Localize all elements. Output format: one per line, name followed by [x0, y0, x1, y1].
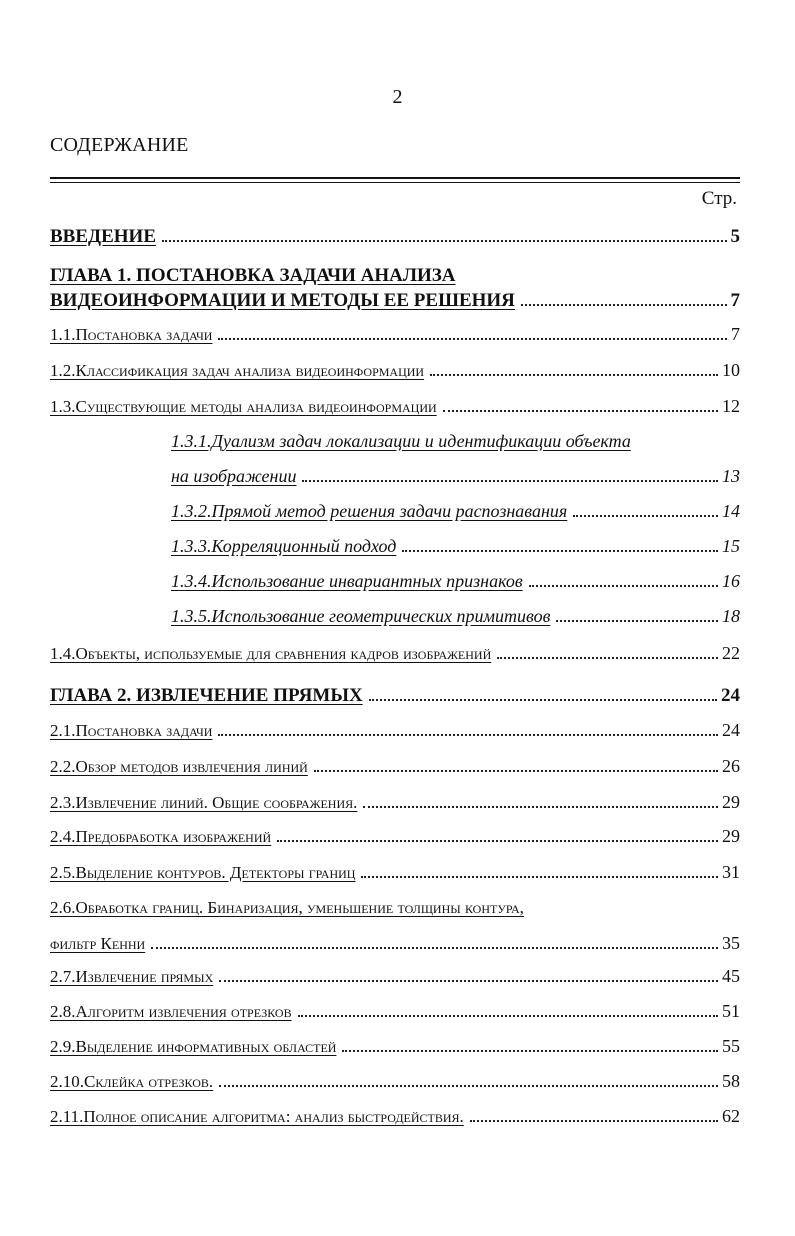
leader-dots — [298, 1015, 718, 1017]
toc-entry-2-11[interactable] — [50, 1106, 740, 1127]
toc-entry-page: 35 — [722, 933, 740, 953]
leader-dots — [218, 338, 727, 340]
toc-entry-page: 7 — [731, 324, 740, 344]
toc-entry-2-10[interactable] — [50, 1071, 740, 1092]
toc-entry-title: 2.9.Выделение информативных областей — [50, 1037, 337, 1056]
toc-entry-title: ГЛАВА 2. ИЗВЛЕЧЕНИЕ ПРЯМЫХ — [50, 685, 363, 706]
toc-entry-title: на изображении — [171, 466, 297, 486]
toc-entry-2-9[interactable] — [50, 1036, 740, 1057]
leader-dots — [302, 480, 718, 482]
toc-entry-page: 5 — [730, 226, 740, 247]
toc-entry-1-3-3[interactable] — [171, 536, 740, 557]
toc-entry-title: фильтр Кенни — [50, 934, 146, 953]
toc-entry-page: 24 — [721, 685, 740, 706]
toc-entry-2-6-line1[interactable] — [50, 898, 740, 918]
toc-entry-2-2[interactable] — [50, 756, 740, 777]
toc-entry-title: 2.2.Обзор методов извлечения линий — [50, 757, 308, 776]
toc-entry-page: 51 — [722, 1001, 740, 1021]
toc-entry-page: 13 — [722, 466, 740, 486]
toc-entry-title-line1: 2.6.Обработка границ. Бинаризация, уменьшение толщины контура, — [50, 898, 524, 917]
leader-dots — [529, 585, 718, 587]
leader-dots — [314, 770, 718, 772]
leader-dots — [277, 840, 718, 842]
toc-entry-title: 2.4.Предобработка изображений — [50, 827, 272, 846]
toc-entry-2-5[interactable] — [50, 862, 740, 883]
toc-entry-2-1[interactable] — [50, 720, 740, 741]
toc-entry-page: 29 — [722, 792, 740, 812]
toc-entry-1-3[interactable] — [50, 396, 740, 417]
toc-entry-1-1[interactable] — [50, 324, 740, 345]
toc-entry-page: 18 — [722, 606, 740, 626]
leader-dots — [556, 620, 718, 622]
toc-entry-title: 1.3.4.Использование инвариантных признаков — [171, 571, 523, 591]
toc-entry-title-line1: 1.3.1.Дуализм задач локализации и идентификации объекта — [171, 431, 631, 451]
toc-entry-title: 1.1.Постановка задачи — [50, 325, 213, 344]
toc-entry-title: 1.3.Существующие методы анализа видеоинформации — [50, 397, 437, 416]
page-number: 2 — [392, 86, 403, 108]
toc-entry-2-3[interactable] — [50, 792, 740, 813]
toc-entry-page: 29 — [722, 826, 740, 846]
leader-dots — [402, 550, 718, 552]
toc-entry-title: 1.2.Классификация задач анализа видеоинформации — [50, 361, 425, 380]
leader-dots — [521, 304, 727, 306]
toc-entry-2-8[interactable] — [50, 1001, 740, 1022]
toc-entry-page: 7 — [730, 290, 740, 311]
toc-entry-title: ВИДЕОИНФОРМАЦИИ И МЕТОДЫ ЕЕ РЕШЕНИЯ — [50, 290, 515, 311]
toc-entry-title: 2.10.Склейка отрезков. — [50, 1072, 214, 1091]
toc-entry-title: 1.4.Объекты, используемые для сравнения кадров изображений — [50, 644, 492, 663]
toc-entry-title: 2.7.Извлечение прямых — [50, 967, 214, 986]
toc-entry-1-2[interactable] — [50, 360, 740, 381]
leader-dots — [443, 410, 718, 412]
toc-entry-2-7[interactable] — [50, 966, 740, 987]
toc-entry-page: 10 — [722, 360, 740, 380]
toc-entry-1-3-2[interactable] — [171, 501, 740, 522]
toc-entry-1-4[interactable] — [50, 643, 740, 664]
toc-entry-2-4[interactable] — [50, 826, 740, 847]
toc-entry-page: 12 — [722, 396, 740, 416]
leader-dots — [218, 734, 718, 736]
toc-entry-title: 2.11.Полное описание алгоритма: анализ быстродействия. — [50, 1107, 464, 1126]
toc-entry-1-3-5[interactable] — [171, 606, 740, 627]
toc-entry-page: 58 — [722, 1071, 740, 1091]
toc-entry-title: 1.3.5.Использование геометрических примитивов — [171, 606, 551, 626]
toc-entry-title: ВВЕДЕНИЕ — [50, 226, 156, 247]
leader-dots — [497, 657, 718, 659]
toc-entry-1-3-4[interactable] — [171, 571, 740, 592]
toc-entry-chapter1-line1[interactable] — [50, 265, 740, 287]
toc-entry-chapter2[interactable] — [50, 685, 740, 707]
toc-entry-title-line1: ГЛАВА 1. ПОСТАНОВКА ЗАДАЧИ АНАЛИЗА — [50, 265, 456, 286]
toc-entry-title: 1.3.3.Корреляционный подход — [171, 536, 397, 556]
page-column-label: Стр. — [701, 188, 737, 209]
toc-entry-page: 16 — [722, 571, 740, 591]
toc-entry-page: 45 — [722, 966, 740, 986]
toc-entry-page: 31 — [722, 862, 740, 882]
toc-entry-page: 26 — [722, 756, 740, 776]
toc-entry-page: 24 — [722, 720, 740, 740]
leader-dots — [219, 1085, 718, 1087]
leader-dots — [363, 806, 718, 808]
toc-entry-title: 2.8.Алгоритм извлечения отрезков — [50, 1002, 292, 1021]
toc-entry-page: 15 — [722, 536, 740, 556]
leader-dots — [342, 1050, 718, 1052]
toc-entry-2-6[interactable] — [50, 933, 740, 954]
leader-dots — [162, 240, 727, 242]
toc-entry-page: 14 — [722, 501, 740, 521]
toc-entry-title: 2.3.Извлечение линий. Общие соображения. — [50, 793, 358, 812]
toc-entry-page: 22 — [722, 643, 740, 663]
toc-entry-title: 1.3.2.Прямой метод решения задачи распознавания — [171, 501, 568, 521]
toc-entry-page: 62 — [722, 1106, 740, 1126]
contents-heading: СОДЕРЖАНИЕ — [50, 134, 189, 156]
leader-dots — [430, 374, 718, 376]
toc-entry-page: 55 — [722, 1036, 740, 1056]
toc-entry-1-3-1-line1[interactable] — [171, 431, 740, 452]
toc-entry-1-3-1[interactable] — [171, 466, 740, 487]
toc-entry-title: 2.5.Выделение контуров. Детекторы границ — [50, 863, 356, 882]
leader-dots — [369, 699, 717, 701]
leader-dots — [470, 1120, 718, 1122]
leader-dots — [219, 980, 718, 982]
leader-dots — [361, 876, 718, 878]
toc-entry-title: 2.1.Постановка задачи — [50, 721, 213, 740]
leader-dots — [151, 947, 718, 949]
toc-entry-chapter1[interactable] — [50, 290, 740, 312]
toc-entry-introduction[interactable] — [50, 226, 740, 248]
leader-dots — [573, 515, 718, 517]
